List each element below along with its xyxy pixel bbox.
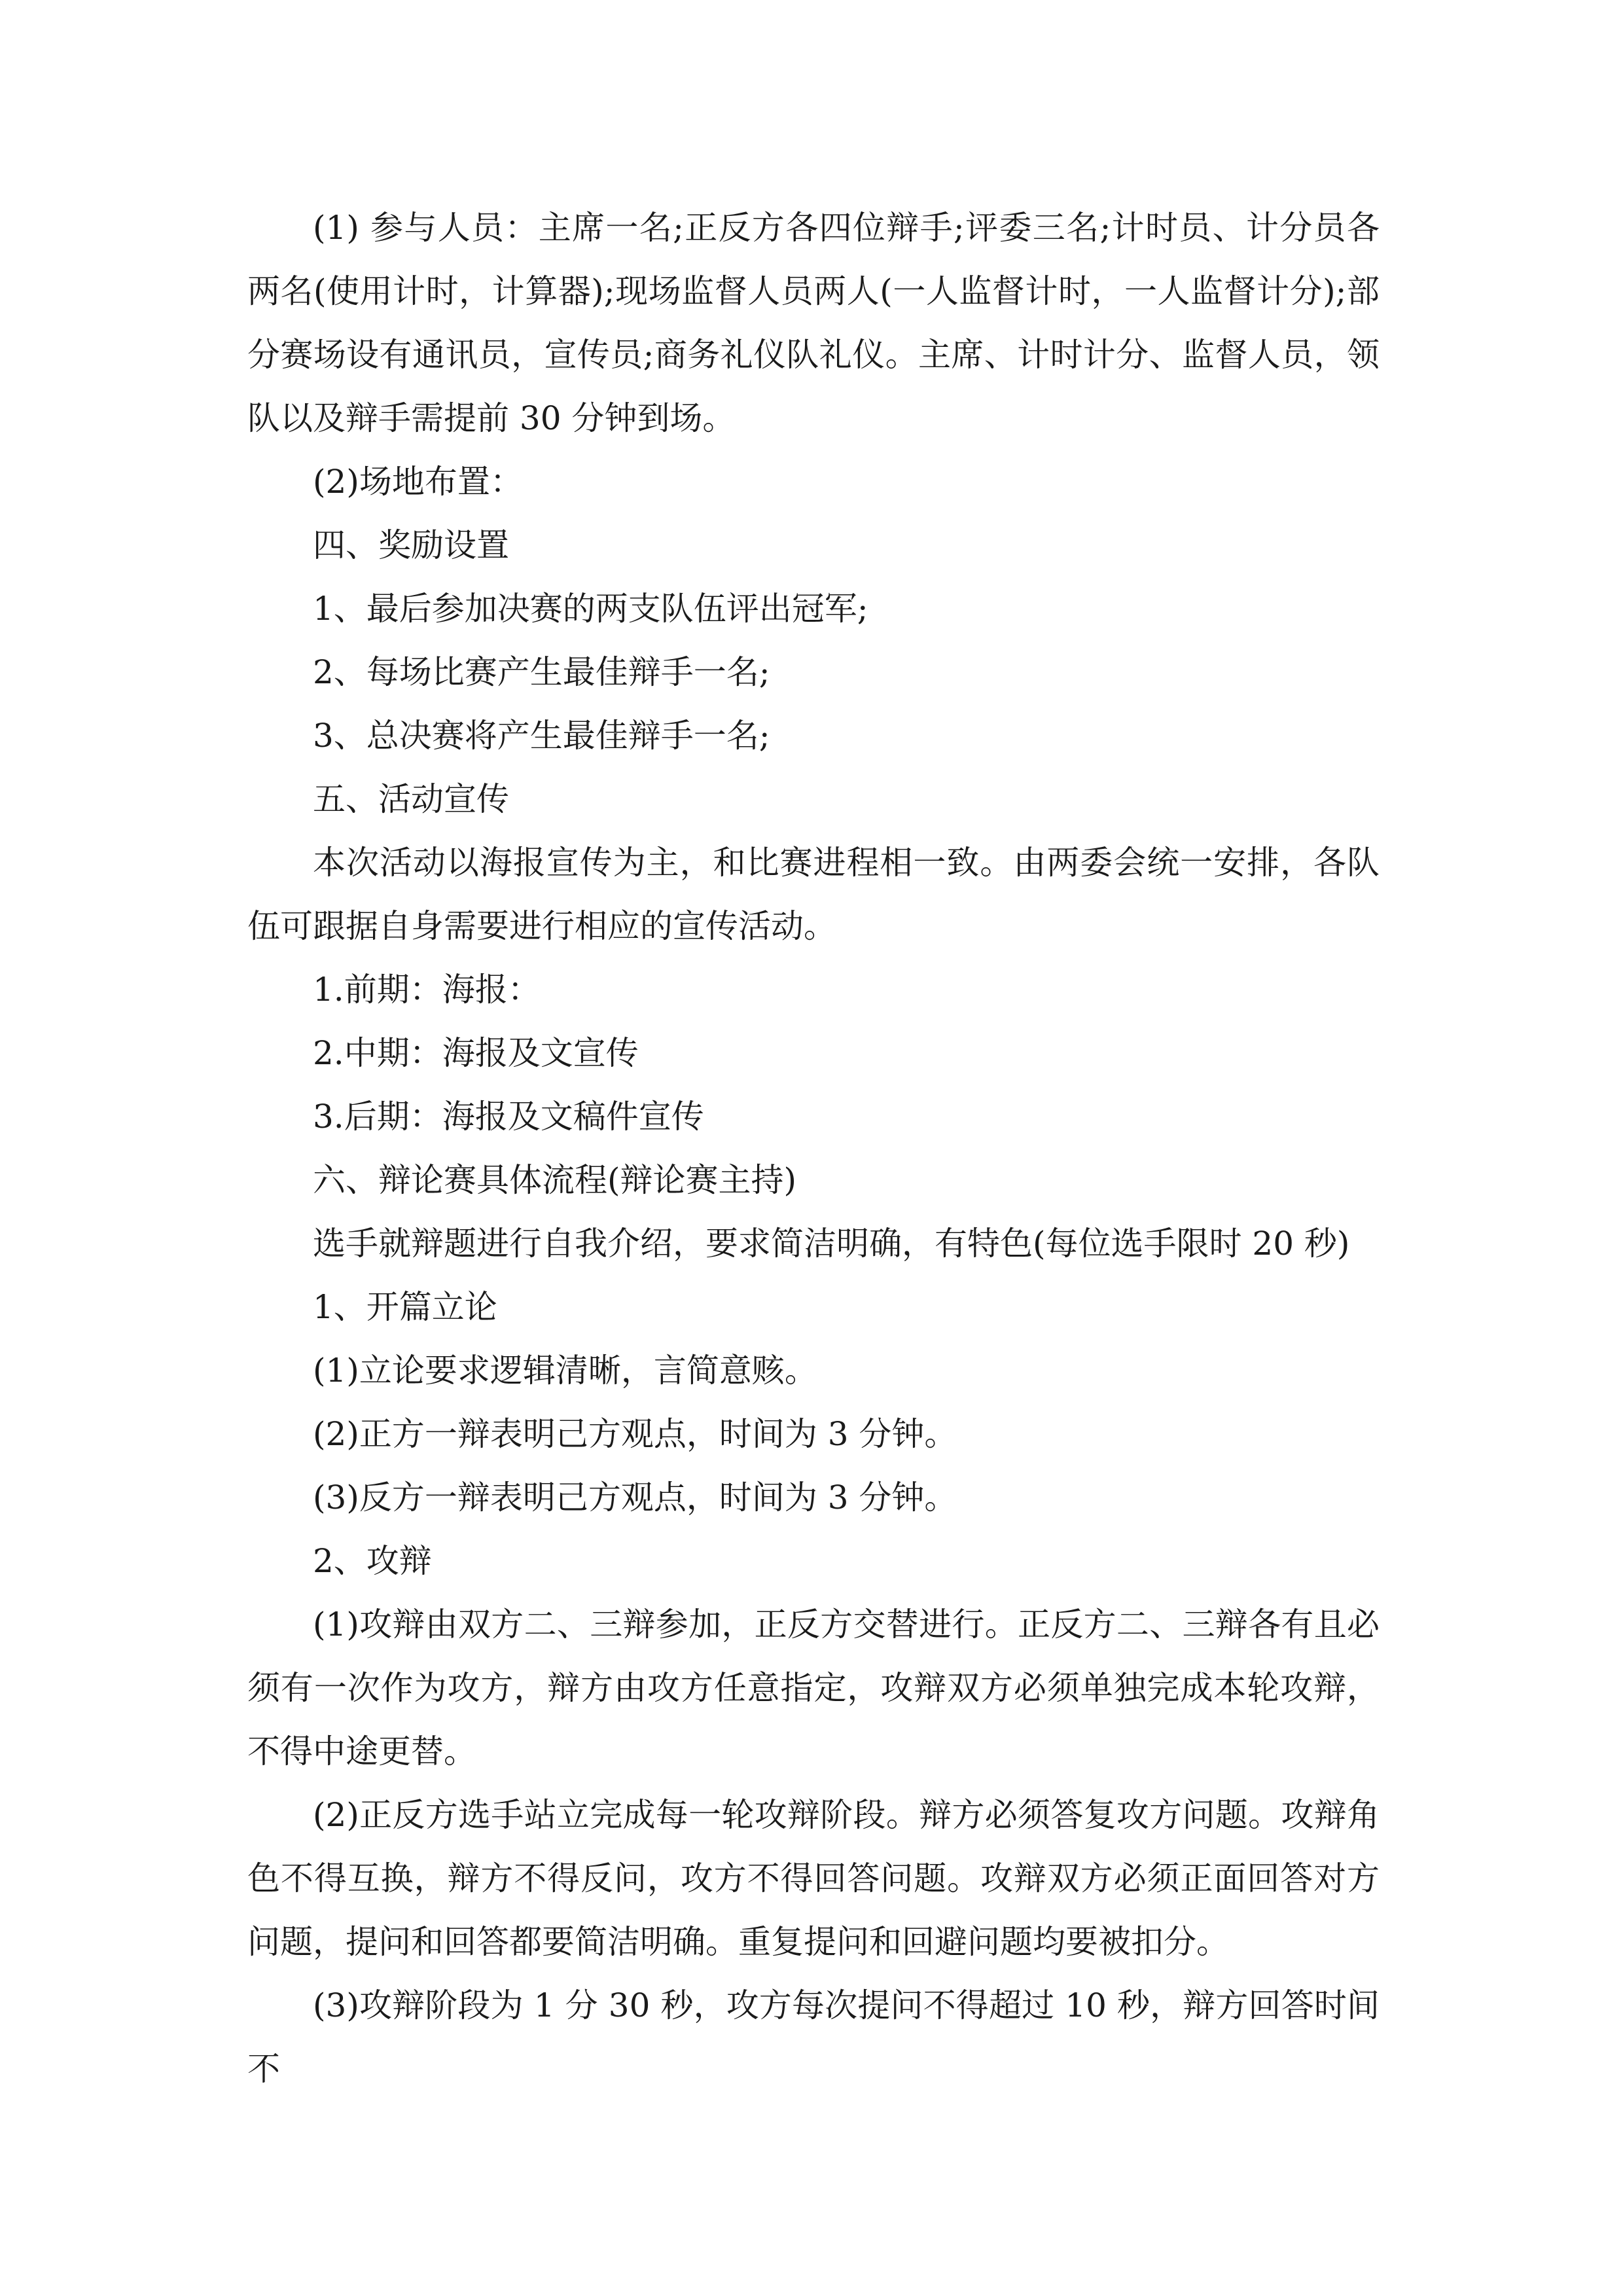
- list-item-award-3: 3、总决赛将产生最佳辩手一名;: [313, 717, 770, 755]
- heading-awards: 四、奖励设置: [313, 526, 509, 564]
- list-item-opening-3: (3)反方一辩表明己方观点，时间为 3 分钟。: [313, 1479, 957, 1516]
- list-item-opening-1: (1)立论要求逻辑清晰，言简意赅。: [313, 1352, 817, 1390]
- list-item-award-2: 2、每场比赛产生最佳辩手一名;: [313, 653, 770, 691]
- paragraph-publicity: 本次活动以海报宣传为主，和比赛进程相一致。由两委会统一安排，各队伍可跟据自身需要进行相应的宣传活动。: [247, 844, 1380, 945]
- paragraph-self-introduction: 选手就辩题进行自我介绍，要求简洁明确，有特色(每位选手限时 20 秒): [313, 1225, 1350, 1263]
- paragraph-venue-setup: (2)场地布置：: [313, 463, 523, 501]
- heading-opening-statement: 1、开篇立论: [313, 1288, 497, 1326]
- list-item-opening-2: (2)正方一辩表明己方观点，时间为 3 分钟。: [313, 1415, 957, 1453]
- paragraph-cross-exam-1: (1)攻辩由双方二、三辩参加，正反方交替进行。正反方二、三辩各有且必须有一次作为攻方，辩方由攻方任意指定，攻辩双方必须单独完成本轮攻辩，不得中途更替。: [247, 1605, 1380, 1770]
- heading-publicity: 五、活动宣传: [313, 780, 509, 818]
- paragraph-cross-exam-3: (3)攻辩阶段为 1 分 30 秒，攻方每次提问不得超过 10 秒，辩方回答时间不: [247, 1986, 1380, 2088]
- document-body: [247, 196, 1380, 2101]
- paragraph-participants: (1) 参与人员：主席一名;正反方各四位辩手;评委三名;计时员、计分员各两名(使用计时，计算器);现场监督人员两人(一人监督计时，一人监督计分);部分赛场设有通讯员，宣传员;商务礼仪队礼仪。主席、计时计分、监督人员，领队以及辩手需提前 30 分钟到场。: [247, 209, 1380, 437]
- list-item-publicity-3: 3.后期：海报及文稿件宣传: [313, 1098, 704, 1136]
- paragraph-cross-exam-2: (2)正反方选手站立完成每一轮攻辩阶段。辩方必须答复攻方问题。攻辩角色不得互换，辩方不得反问，攻方不得回答问题。攻辩双方必须正面回答对方问题，提问和回答都要简洁明确。重复提问和回避问题均要被扣分。: [247, 1796, 1380, 1961]
- list-item-publicity-2: 2.中期：海报及文宣传: [313, 1034, 639, 1072]
- list-item-publicity-1: 1.前期：海报：: [313, 971, 541, 1009]
- list-item-award-1: 1、最后参加决赛的两支队伍评出冠军;: [313, 590, 868, 628]
- heading-debate-process: 六、辩论赛具体流程(辩论赛主持): [313, 1161, 797, 1199]
- heading-cross-examination: 2、攻辩: [313, 1542, 432, 1580]
